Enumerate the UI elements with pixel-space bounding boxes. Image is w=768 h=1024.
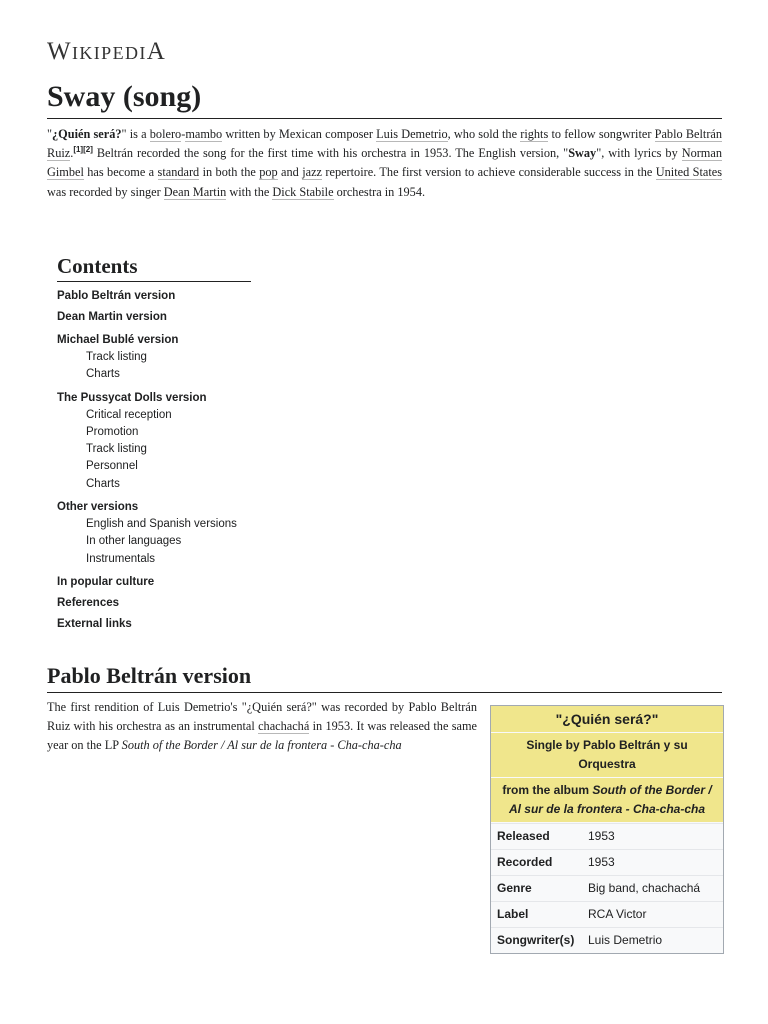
toc-item[interactable]	[57, 574, 377, 591]
infobox-album-title[interactable]: South of the Border / Al sur de la frontera - Cha-cha-cha	[508, 783, 712, 816]
sway-bold: Sway	[568, 146, 597, 161]
infobox-title: "¿Quién será?"	[491, 706, 723, 733]
article-page	[47, 38, 723, 947]
infobox-album-prefix: from the album	[502, 783, 593, 797]
toc-subitem[interactable]: Promotion	[86, 425, 139, 438]
link-mambo[interactable]: mambo	[185, 127, 223, 141]
song-title-bold: ¿Quién será?	[52, 127, 122, 141]
infobox-row-value[interactable]: 1953	[588, 855, 615, 869]
infobox-row-label: Songwriter(s)	[497, 933, 575, 947]
lead-text: " is a	[121, 127, 150, 141]
section-paragraph	[47, 698, 477, 756]
link-norman-gimbel[interactable]: Norman Gimbel	[47, 146, 722, 180]
lead-text: Beltrán recorded the song for the first time with his orchestra in 1953. The English version, "	[92, 146, 569, 161]
infobox-row-label: Label	[497, 907, 529, 921]
toc-item[interactable]	[57, 595, 377, 612]
toc-item[interactable]	[57, 288, 377, 305]
lead-paragraph	[47, 125, 722, 202]
section-text: The first rendition of Luis Demetrio's "¿Quién será?" was recorded by Pablo Beltrán Ruiz with his orchestra as an instrumental	[47, 700, 477, 734]
citation-ref[interactable]: [1][2]	[73, 145, 93, 155]
infobox	[490, 705, 724, 954]
toc-item[interactable]	[57, 332, 377, 384]
toc-subitem[interactable]: Charts	[86, 368, 120, 381]
toc-sublist	[86, 349, 377, 384]
infobox-row-label: Recorded	[497, 855, 553, 869]
toc-subitem[interactable]: Instrumentals	[86, 552, 156, 565]
link-standard[interactable]: standard	[157, 165, 200, 180]
toc-sublist	[86, 407, 377, 493]
toc-item-label: Other versions	[57, 501, 139, 514]
toc-subitem[interactable]: Charts	[86, 477, 120, 490]
album-title-italic: South of the Border / Al sur de la frontera - Cha-cha-cha	[121, 738, 402, 753]
lead-text: was recorded by singer	[47, 184, 164, 199]
lead-text: .	[70, 146, 74, 161]
wordmark-smallcaps: IKIPEDI	[72, 43, 147, 63]
lead-text: , who sold the	[447, 127, 521, 141]
lead-text: written by Mexican composer	[222, 127, 377, 141]
link-dick-stabile[interactable]: Dick Stabile	[272, 184, 334, 199]
lead-text: repertoire. The first version to achieve considerable success in the	[322, 165, 656, 180]
infobox-row-value[interactable]: RCA Victor	[588, 907, 647, 921]
toc-item-label: External links	[57, 617, 132, 630]
lead-text: in both the	[199, 165, 260, 180]
wordmark-initial: W	[47, 38, 72, 65]
infobox-rows	[491, 823, 723, 953]
link-pablo-beltran-ruiz[interactable]: Pablo Beltrán Ruiz	[47, 127, 723, 161]
toc-item-label: References	[57, 596, 120, 609]
toc-subitem[interactable]: Track listing	[86, 351, 147, 363]
infobox-row-value[interactable]: Luis Demetrio	[588, 933, 663, 947]
infobox-row	[491, 927, 723, 953]
infobox-row-value[interactable]: 1953	[588, 829, 615, 843]
wordmark-final: A	[146, 38, 167, 65]
toc-subitem[interactable]: Critical reception	[86, 408, 172, 421]
link-dean-martin[interactable]: Dean Martin	[163, 184, 227, 199]
lead-text: with the	[226, 184, 273, 199]
infobox-row-label: Genre	[497, 881, 532, 895]
link-chachacha[interactable]: chachachá	[258, 719, 310, 734]
infobox-row	[491, 875, 723, 901]
toc-item-label: In popular culture	[57, 575, 155, 588]
section-heading-pablo-beltran: Pablo Beltrán version	[47, 662, 722, 693]
toc-subitem[interactable]: In other languages	[86, 535, 182, 548]
toc-item-label: The Pussycat Dolls version	[57, 391, 207, 404]
toc-item[interactable]	[57, 499, 377, 568]
infobox-row	[491, 901, 723, 927]
toc-item[interactable]	[57, 390, 377, 493]
infobox-row-value[interactable]: Big band, chachachá	[588, 881, 701, 895]
link-jazz[interactable]: jazz	[302, 165, 322, 180]
lead-text: "	[47, 127, 53, 141]
toc-item-label: Pablo Beltrán version	[57, 290, 176, 302]
toc-item-label: Michael Bublé version	[57, 334, 179, 346]
toc-heading: Contents	[57, 253, 251, 282]
link-luis-demetrio[interactable]: Luis Demetrio	[376, 127, 448, 141]
link-rights[interactable]: rights	[520, 127, 549, 141]
lead-text: ", with lyrics by	[596, 146, 682, 161]
toc-item[interactable]	[57, 309, 377, 326]
toc-item[interactable]	[57, 616, 377, 633]
infobox-row	[491, 849, 723, 875]
link-pop[interactable]: pop	[259, 165, 278, 180]
infobox-subtitle: Single by Pablo Beltrán y su Orquestra	[491, 733, 723, 778]
toc-subitem[interactable]: Personnel	[86, 460, 138, 473]
toc-item-label: Dean Martin version	[57, 311, 167, 323]
toc-sublist	[86, 516, 377, 568]
toc-list	[57, 288, 377, 633]
toc-subitem[interactable]: English and Spanish versions	[86, 518, 237, 531]
page-title: Sway (song)	[47, 80, 722, 119]
link-united-states[interactable]: United States	[655, 165, 722, 180]
table-of-contents	[57, 253, 377, 633]
lead-text: -	[181, 127, 186, 141]
infobox-row-label: Released	[497, 829, 550, 843]
lead-text: to fellow songwriter	[548, 127, 655, 141]
lead-text: orchestra in 1954.	[333, 184, 426, 199]
wikipedia-wordmark[interactable]	[47, 38, 722, 68]
infobox-album	[491, 778, 723, 823]
infobox-row	[491, 823, 723, 849]
lead-text: has become a	[83, 165, 158, 180]
section-text: in 1953. It was released the same year on the LP	[47, 719, 477, 753]
link-bolero[interactable]: bolero	[149, 127, 182, 141]
toc-subitem[interactable]: Track listing	[86, 443, 147, 456]
lead-text: and	[277, 165, 303, 180]
